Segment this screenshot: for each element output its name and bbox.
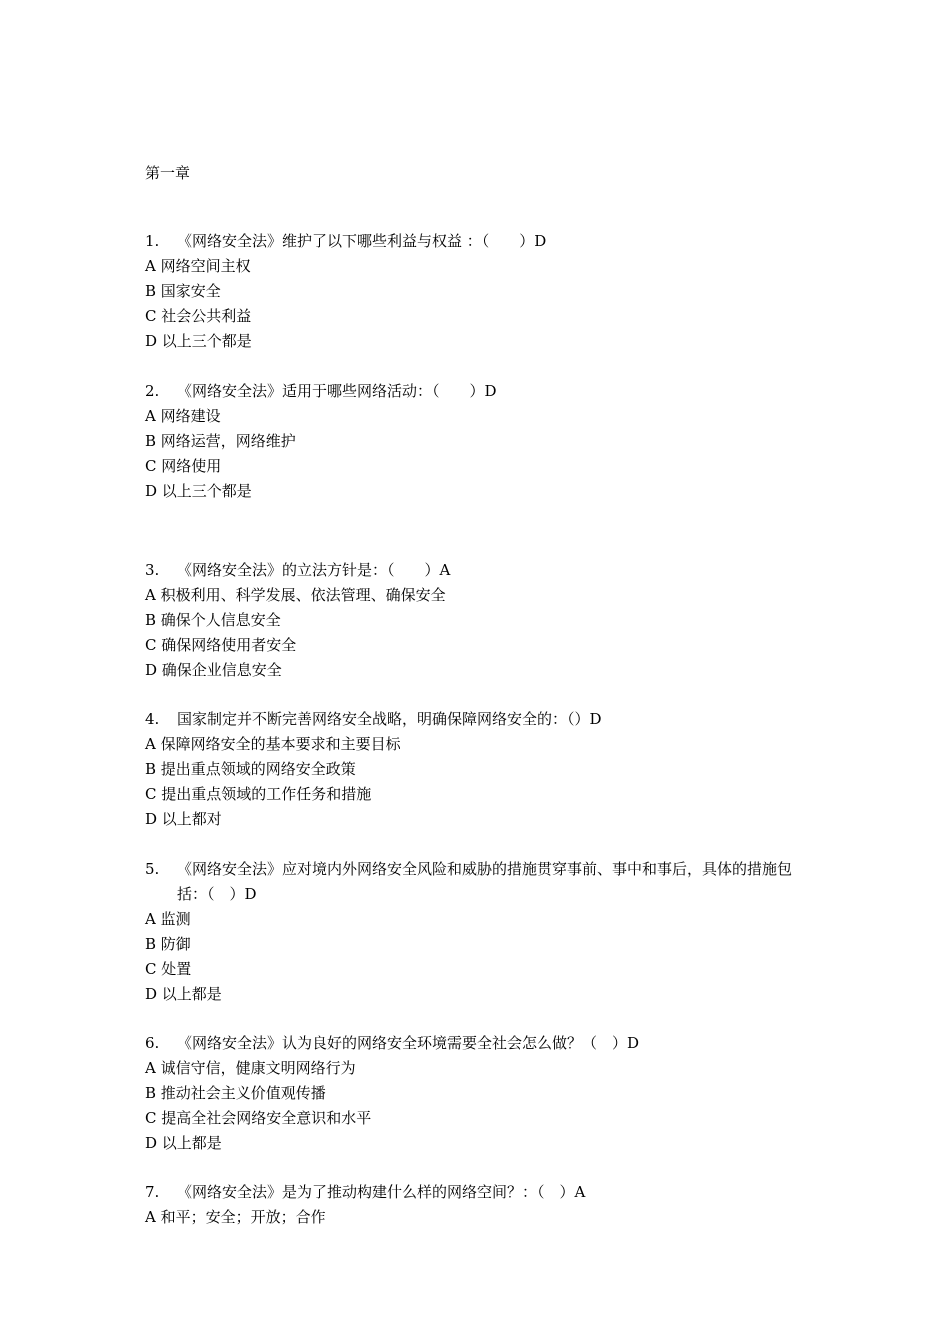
question-number: 4. [145, 710, 160, 728]
question-4 [145, 707, 815, 832]
option-a: A 监测 [145, 910, 191, 928]
question-3 [145, 558, 815, 683]
option-c: C 提出重点领域的工作任务和措施 [145, 785, 372, 803]
question-stem [145, 857, 815, 907]
option-d: D 以上都对 [145, 810, 222, 828]
option-a: A 网络空间主权 [145, 257, 251, 275]
question-text: 《网络安全法》的立法方针是：（ ）A [177, 561, 451, 579]
option-a: A 网络建设 [145, 407, 221, 425]
question-stem [145, 1180, 815, 1205]
question-2 [145, 379, 815, 504]
option-d: D 以上三个都是 [145, 332, 252, 350]
question-7 [145, 1180, 815, 1230]
option-a: A 诚信守信，健康文明网络行为 [145, 1059, 356, 1077]
question-text: 《网络安全法》认为良好的网络安全环境需要全社会怎么做？（ ）D [177, 1034, 640, 1052]
question-1 [145, 229, 815, 354]
option-a: A 保障网络安全的基本要求和主要目标 [145, 735, 401, 753]
option-b: B 确保个人信息安全 [145, 611, 281, 629]
option-d: D 以上三个都是 [145, 482, 252, 500]
option-c: C 社会公共利益 [145, 307, 252, 325]
option-c: C 网络使用 [145, 457, 222, 475]
question-text: 《网络安全法》维护了以下哪些利益与权益 ：（ ）D [177, 232, 547, 250]
option-a: A 积极利用、科学发展、依法管理、确保安全 [145, 586, 446, 604]
question-stem [145, 229, 815, 254]
option-d: D 以上都是 [145, 985, 222, 1003]
option-c: C 提高全社会网络安全意识和水平 [145, 1109, 372, 1127]
option-b: B 防御 [145, 935, 191, 953]
question-number: 7. [145, 1183, 160, 1201]
question-5 [145, 857, 815, 1007]
question-number: 1. [145, 232, 160, 250]
question-stem [145, 379, 815, 404]
question-6 [145, 1031, 815, 1156]
option-a: A 和平；安全；开放；合作 [145, 1208, 326, 1226]
question-text: 《网络安全法》应对境内外网络安全风险和威胁的措施贯穿事前、事中和事后，具体的措施包括：（ ）D [177, 860, 793, 903]
question-number: 6. [145, 1034, 160, 1052]
question-text: 《网络安全法》是为了推动构建什么样的网络空间？：（ ）A [177, 1183, 586, 1201]
option-d: D 以上都是 [145, 1134, 222, 1152]
question-number: 3. [145, 561, 160, 579]
option-b: B 网络运营，网络维护 [145, 432, 296, 450]
question-stem [145, 707, 815, 732]
option-b: B 国家安全 [145, 282, 221, 300]
question-stem [145, 558, 815, 583]
question-text: 《网络安全法》适用于哪些网络活动：（ ）D [177, 382, 497, 400]
question-number: 2. [145, 382, 160, 400]
question-number: 5. [145, 860, 160, 878]
option-b: B 提出重点领域的网络安全政策 [145, 760, 356, 778]
question-stem [145, 1031, 815, 1056]
option-b: B 推动社会主义价值观传播 [145, 1084, 326, 1102]
option-c: C 确保网络使用者安全 [145, 636, 297, 654]
option-c: C 处置 [145, 960, 192, 978]
chapter-title: 第一章 [145, 164, 191, 182]
option-d: D 确保企业信息安全 [145, 661, 282, 679]
question-text: 国家制定并不断完善网络安全战略，明确保障网络安全的：（）D [177, 710, 602, 728]
